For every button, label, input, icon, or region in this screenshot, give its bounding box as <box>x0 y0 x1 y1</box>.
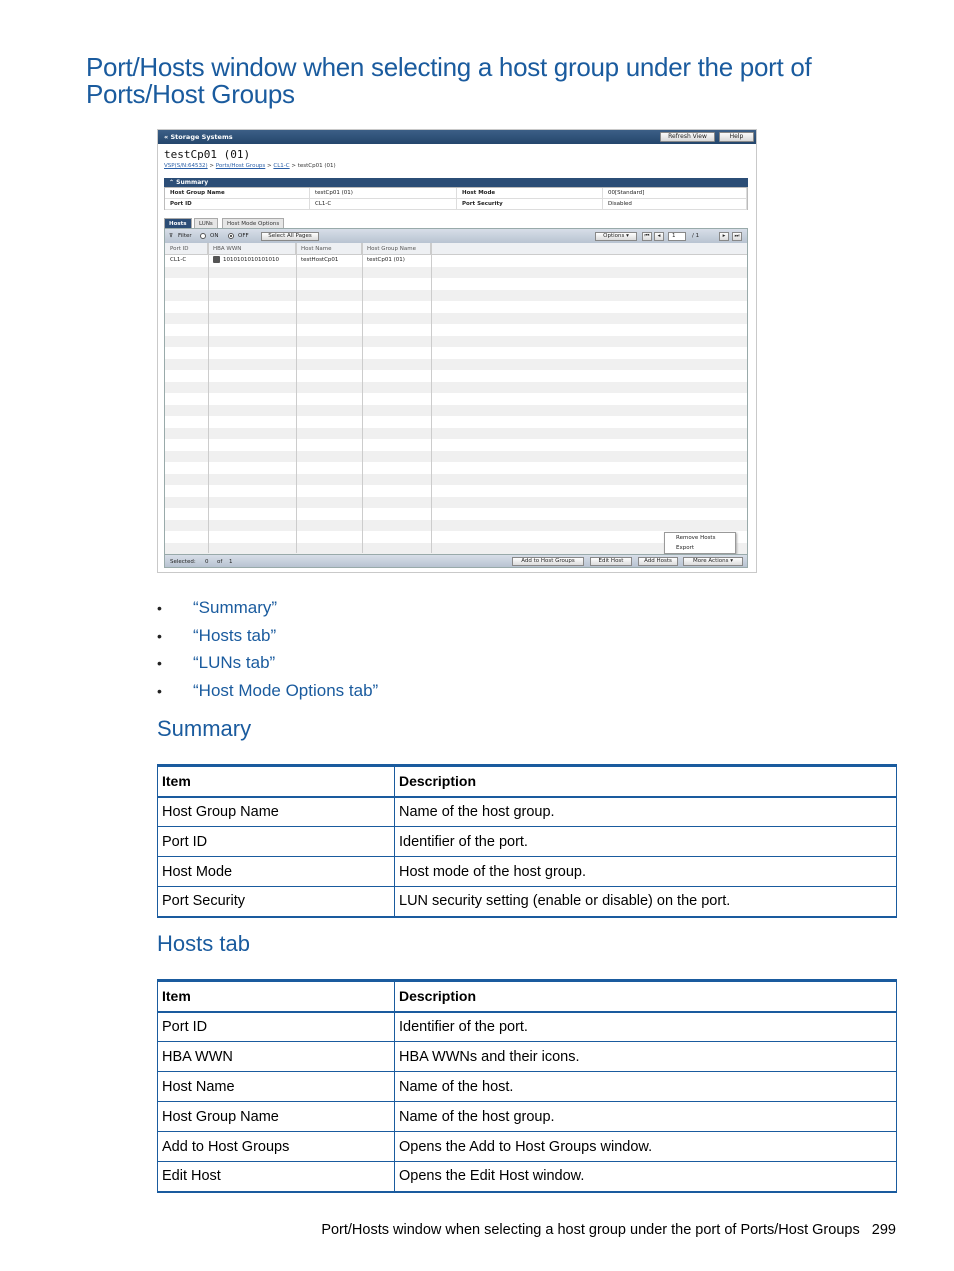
summary-heading: Summary <box>157 716 252 741</box>
grid-row <box>165 416 747 428</box>
summary-panel <box>164 187 748 210</box>
grid-row <box>165 451 747 463</box>
grid-row <box>165 382 747 394</box>
refresh-view-button[interactable]: Refresh View <box>660 132 715 142</box>
filter-icon[interactable]: ⊽ <box>169 233 174 239</box>
help-button[interactable]: Help <box>719 132 754 142</box>
hosts-footer <box>164 554 748 568</box>
header-description: Description <box>395 981 897 1012</box>
summary-port-id-value: CL1-C <box>310 199 457 210</box>
row-host-group-name[interactable]: testCp01 (01) <box>367 257 405 263</box>
table-row <box>158 1162 897 1192</box>
prev-page-icon[interactable]: ◂ <box>654 232 664 241</box>
filter-on-label: ON <box>210 233 219 239</box>
description-cell: Opens the Edit Host window. <box>395 1162 897 1192</box>
summary-table <box>157 764 897 918</box>
last-page-icon[interactable]: ⏭ <box>732 232 742 241</box>
of-label: of <box>217 559 223 565</box>
table-row <box>158 1012 897 1042</box>
table-row <box>158 827 897 857</box>
chevron-up-icon: ⌃ <box>169 179 175 186</box>
item-cell: Port ID <box>158 827 395 857</box>
section-links <box>157 596 378 706</box>
page-title: Port/Hosts window when selecting a host group under the port of Ports/Host Groups <box>86 52 812 109</box>
summary-panel-header[interactable] <box>164 178 748 187</box>
summary-host-group-name-label: Host Group Name <box>165 188 310 199</box>
breadcrumb <box>164 163 336 169</box>
selected-label: Selected: <box>170 559 196 565</box>
summary-port-id-label: Port ID <box>165 199 310 210</box>
bullet-icon: • <box>157 682 162 699</box>
grid-row <box>165 336 747 348</box>
table-row <box>158 1042 897 1072</box>
grid-row <box>165 267 747 279</box>
grid-row <box>165 462 747 474</box>
options-button[interactable]: Options ▾ <box>595 232 637 241</box>
header-item: Item <box>158 981 395 1012</box>
breadcrumb-ports[interactable]: Ports/Host Groups <box>215 163 266 169</box>
summary-host-mode-value: 00[Standard] <box>603 188 747 199</box>
selected-count: 0 <box>205 559 209 565</box>
filter-on-radio[interactable] <box>200 233 206 239</box>
page-total: / 1 <box>692 233 700 239</box>
link-luns-tab[interactable] <box>157 651 378 679</box>
link-luns-tab-label: “LUNs tab” <box>193 653 276 672</box>
item-cell: Add to Host Groups <box>158 1132 395 1162</box>
more-actions-menu <box>664 532 736 554</box>
link-summary[interactable] <box>157 596 378 624</box>
description-cell: Name of the host. <box>395 1072 897 1102</box>
first-page-icon[interactable]: ⏮ <box>642 232 652 241</box>
tab-host-mode-options[interactable]: Host Mode Options <box>222 218 284 228</box>
grid-row <box>165 393 747 405</box>
filter-label: Filter <box>178 233 192 239</box>
link-hosts-tab[interactable] <box>157 624 378 652</box>
grid-row <box>165 520 747 532</box>
page-number: 299 <box>871 1222 896 1238</box>
grid-row <box>165 439 747 451</box>
summary-panel-label: Summary <box>176 179 209 186</box>
description-cell: Name of the host group. <box>395 797 897 827</box>
total-count: 1 <box>229 559 233 565</box>
item-cell: Port ID <box>158 1012 395 1042</box>
grid-row <box>165 508 747 520</box>
grid-row <box>165 485 747 497</box>
column-port-id[interactable]: Port ID <box>165 243 208 255</box>
menu-item-remove-hosts[interactable]: Remove Hosts <box>676 535 716 541</box>
header-item: Item <box>158 766 395 797</box>
collapse-icon[interactable]: « <box>164 133 169 141</box>
next-page-icon[interactable]: ▸ <box>719 232 729 241</box>
item-cell: Host Group Name <box>158 1102 395 1132</box>
description-cell: Name of the host group. <box>395 1102 897 1132</box>
hosts-tab-panel <box>164 228 748 566</box>
grid-row <box>165 497 747 509</box>
add-hosts-button[interactable]: Add Hosts <box>638 557 678 566</box>
add-to-host-groups-button[interactable]: Add to Host Groups <box>512 557 584 566</box>
grid-row <box>165 359 747 371</box>
link-host-mode-options-tab[interactable] <box>157 679 378 707</box>
hosts-grid-body <box>165 255 747 553</box>
item-cell: Host Name <box>158 1072 395 1102</box>
hosts-tab-heading: Hosts tab <box>157 931 250 956</box>
options-label: Options <box>603 233 625 239</box>
page-footer <box>321 1222 896 1238</box>
link-hosts-tab-label: “Hosts tab” <box>193 625 277 645</box>
column-divider <box>208 243 209 553</box>
grid-row <box>165 290 747 302</box>
column-hba-wwn[interactable]: HBA WWN <box>208 243 296 255</box>
hosts-toolbar <box>165 229 747 243</box>
description-cell: Identifier of the port. <box>395 827 897 857</box>
table-header-row <box>158 981 897 1012</box>
item-cell: HBA WWN <box>158 1042 395 1072</box>
description-cell: HBA WWNs and their icons. <box>395 1042 897 1072</box>
grid-row <box>165 405 747 417</box>
grid-row <box>165 474 747 486</box>
summary-host-mode-label: Host Mode <box>457 188 603 199</box>
tab-hosts[interactable]: Hosts <box>164 218 192 228</box>
row-hba-wwn-value: 1010101010101010 <box>223 257 279 263</box>
grid-row <box>165 278 747 290</box>
row-host-name[interactable]: testHostCp01 <box>301 257 339 263</box>
page-input[interactable]: 1 <box>668 232 686 241</box>
description-cell: LUN security setting (enable or disable) on the port. <box>395 887 897 917</box>
table-row <box>158 887 897 917</box>
row-port-id[interactable]: CL1-C <box>170 257 187 263</box>
grid-row <box>165 543 747 555</box>
menu-item-export[interactable]: Export <box>676 545 695 551</box>
table-row <box>158 857 897 887</box>
filter-off-label: OFF <box>238 233 249 239</box>
item-cell: Edit Host <box>158 1162 395 1192</box>
summary-port-security-value: Disabled <box>603 199 747 210</box>
hba-icon <box>213 256 220 263</box>
bullet-icon: • <box>157 627 162 644</box>
more-actions-button[interactable]: More Actions ▾ <box>683 557 743 566</box>
breadcrumb-sep: > <box>209 163 215 169</box>
breadcrumb-port[interactable]: CL1-C <box>273 163 290 169</box>
breadcrumb-storage[interactable]: VSP(S/N:64532) <box>164 163 208 169</box>
item-cell: Host Group Name <box>158 797 395 827</box>
storage-screenshot <box>157 129 757 573</box>
bullet-icon: • <box>157 655 162 671</box>
row-hba-wwn[interactable] <box>208 255 279 266</box>
filter-off-radio[interactable] <box>228 233 234 239</box>
item-cell: Host Mode <box>158 857 395 887</box>
running-footer: Port/Hosts window when selecting a host group under the port of Ports/Host Groups <box>321 1222 860 1238</box>
column-host-group-name[interactable]: Host Group Name <box>362 243 431 255</box>
column-divider <box>431 243 432 553</box>
link-host-mode-options-tab-label: “Host Mode Options tab” <box>193 680 379 700</box>
column-divider <box>296 243 297 553</box>
grid-row <box>165 347 747 359</box>
bullet-icon: • <box>157 600 162 616</box>
column-host-name[interactable]: Host Name <box>296 243 362 255</box>
summary-port-security-label: Port Security <box>457 199 603 210</box>
header-description: Description <box>395 766 897 797</box>
summary-host-group-name-value: testCp01 (01) <box>310 188 457 199</box>
description-cell: Host mode of the host group. <box>395 857 897 887</box>
description-cell: Opens the Add to Host Groups window. <box>395 1132 897 1162</box>
grid-row <box>165 313 747 325</box>
grid-row <box>165 370 747 382</box>
grid-row <box>165 531 747 543</box>
breadcrumb-current: testCp01 (01) <box>297 163 336 169</box>
tab-luns[interactable]: LUNs <box>194 218 218 228</box>
table-row <box>158 1072 897 1102</box>
grid-row <box>165 301 747 313</box>
breadcrumb-sep: > <box>267 163 272 169</box>
link-summary-label: “Summary” <box>193 598 278 617</box>
host-group-title: testCp01 (01) <box>164 148 251 161</box>
grid-row <box>165 324 747 336</box>
select-all-pages-button[interactable]: Select All Pages <box>261 232 319 241</box>
table-row <box>158 1102 897 1132</box>
table-header-row <box>158 766 897 797</box>
item-cell: Port Security <box>158 887 395 917</box>
more-actions-label: More Actions <box>693 558 729 564</box>
edit-host-button[interactable]: Edit Host <box>590 557 632 566</box>
column-divider <box>362 243 363 553</box>
grid-row <box>165 428 747 440</box>
hosts-grid-header <box>165 243 747 255</box>
titlebar-label: Storage Systems <box>170 133 233 141</box>
breadcrumb-sep: > <box>291 163 296 169</box>
table-row <box>158 1132 897 1162</box>
table-row <box>158 797 897 827</box>
hosts-tab-table <box>157 979 897 1193</box>
description-cell: Identifier of the port. <box>395 1012 897 1042</box>
